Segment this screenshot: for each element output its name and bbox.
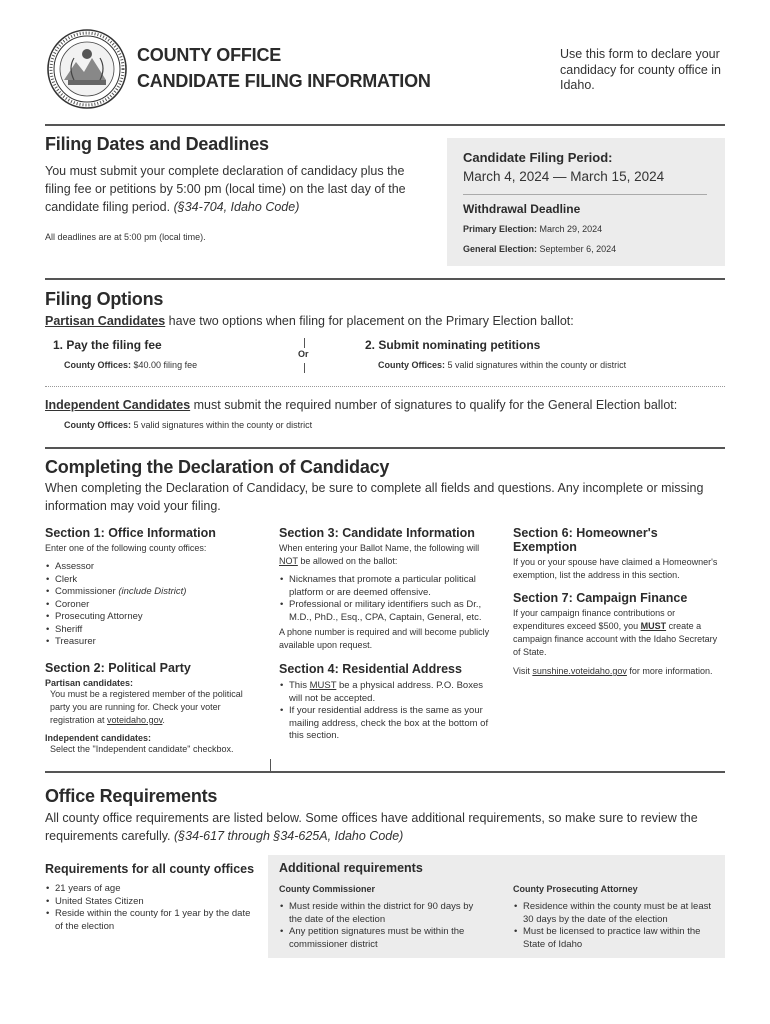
- partisan-candidates-text: [45, 688, 260, 727]
- all-offices-requirements: [45, 862, 260, 933]
- prosecuting-title: County Prosecuting Attorney: [513, 884, 638, 894]
- section-3-not: NOT: [279, 556, 298, 566]
- option-2-label: County Offices:: [378, 360, 446, 370]
- section-4-title: Section 4: Residential Address: [279, 662, 462, 676]
- page-title: [137, 42, 431, 94]
- section-2-title: Section 2: Political Party: [45, 660, 191, 675]
- section-1-title: Section 1: Office Information: [45, 526, 216, 540]
- section-7-title: Section 7: Campaign Finance: [513, 591, 688, 605]
- additional-requirements-box: [268, 855, 725, 958]
- filing-period-box: [447, 138, 725, 266]
- office-requirements-text: All county office requirements are listed below. Some offices have additional requirements, so make sure to review the requirements carefully.: [45, 811, 698, 843]
- primary-value: March 29, 2024: [539, 224, 603, 234]
- list-item: • Residence within the county must be at least 30 days by the date of the election: [513, 901, 713, 926]
- section-3-intro: [279, 542, 494, 568]
- period-label: Candidate Filing Period:: [463, 150, 613, 165]
- divider: [45, 447, 725, 449]
- phone-note: A phone number is required and will become publicly available upon request.: [279, 627, 490, 650]
- withdrawal-label: Withdrawal Deadline: [463, 202, 581, 216]
- deadline-note: All deadlines are at 5:00 pm (local time).: [45, 232, 206, 242]
- section-1-intro: Enter one of the following county offices:: [45, 543, 207, 553]
- commissioner-item: Commissioner: [55, 586, 116, 597]
- commissioner-title: County Commissioner: [279, 884, 376, 894]
- filing-dates-text: You must submit your complete declaration of candidacy plus the filing fee or petitions by 5:00 pm (local time) on the last day of the candidate filing period.: [45, 164, 406, 214]
- option-2-title: 2. Submit nominating petitions: [365, 338, 541, 352]
- section-3-title: Section 3: Candidate Information: [279, 526, 475, 540]
- office-requirements-intro: [45, 809, 725, 845]
- list-item: • Reside within the county for 1 year by the date of the election: [45, 908, 260, 933]
- independent-intro: [45, 396, 677, 414]
- list-item: • Clerk: [45, 574, 265, 587]
- declaration-intro: When completing the Declaration of Candidacy, be sure to complete all fields and questions. Any incomplete or missing information may void your filing.: [45, 481, 704, 513]
- section-7-text-b: create a campaign finance account with the Idaho Secretary of State.: [513, 621, 718, 657]
- or-line-bottom: [304, 363, 305, 373]
- or-label: Or: [298, 349, 309, 359]
- office-requirements-heading: Office Requirements: [45, 786, 218, 806]
- partisan-candidates-end: .: [162, 714, 165, 725]
- declaration-heading: Completing the Declaration of Candidacy: [45, 457, 390, 477]
- box-divider: [463, 194, 707, 195]
- additional-title: Additional requirements: [279, 861, 423, 875]
- list-item: • United States Citizen: [45, 896, 260, 909]
- independent-label: Independent Candidates: [45, 398, 191, 412]
- independent-detail: [64, 419, 312, 432]
- declaration-column-3: [513, 526, 725, 678]
- filing-options-heading: Filing Options: [45, 289, 164, 309]
- divider: [45, 278, 725, 280]
- independent-candidates-label: Independent candidates:: [45, 732, 152, 743]
- list-item: • Treasurer: [45, 636, 265, 649]
- office-requirements-citation: (§34-617 through §34-625A, Idaho Code): [174, 829, 404, 843]
- list-item: [279, 680, 494, 705]
- visit-end: for more information.: [626, 666, 713, 676]
- list-item: • Sheriff: [45, 624, 265, 637]
- residential-address-rules: [279, 680, 494, 743]
- general-label: General Election:: [463, 244, 538, 254]
- section-6-title: Section 6: Homeowner's Exemption: [513, 526, 658, 554]
- list-item: • Professional or military identifiers such as Dr., M.D., PhD., Esq., CPA, Captain, General, etc.: [279, 599, 494, 624]
- option-1-value: $40.00 filing fee: [133, 360, 198, 370]
- list-item: • If your residential address is the same as your mailing address, check the box at the bottom of this section.: [279, 705, 494, 743]
- general-deadline: [463, 243, 616, 256]
- section-7-text: [513, 607, 725, 659]
- prosecuting-list: [513, 901, 713, 951]
- header-note: Use this form to declare your candidacy for county office in Idaho.: [560, 47, 721, 92]
- visit-text: Visit: [513, 666, 533, 676]
- list-item: • Coroner: [45, 599, 265, 612]
- divider: [45, 771, 725, 773]
- partisan-intro: [45, 312, 574, 330]
- independent-text: must submit the required number of signatures to qualify for the General Election ballot:: [190, 398, 678, 412]
- divider: [45, 124, 725, 126]
- section-7-must: MUST: [640, 621, 667, 631]
- commissioner-note: (include District): [118, 586, 187, 597]
- voteidaho-link[interactable]: voteidaho.gov: [107, 714, 163, 725]
- option-1-detail: [64, 359, 197, 372]
- partisan-candidates-label: Partisan candidates:: [45, 677, 134, 688]
- title-line-1: COUNTY OFFICE: [137, 45, 282, 65]
- independent-candidates-text: Select the "Independent candidate" checkbox.: [50, 743, 234, 754]
- column-tick: [270, 759, 271, 771]
- all-offices-title: Requirements for all county offices: [45, 862, 255, 876]
- list-item: • Must be licensed to practice law within the State of Idaho: [513, 926, 713, 951]
- ballot-name-rules: [279, 574, 494, 624]
- option-1-title: 1. Pay the filing fee: [53, 338, 162, 352]
- section-7-visit: [513, 665, 725, 678]
- partisan-text: have two options when filing for placement on the Primary Election ballot:: [165, 314, 574, 328]
- filing-dates-heading: Filing Dates and Deadlines: [45, 134, 269, 154]
- independent-detail-label: County Offices:: [64, 420, 132, 430]
- commissioner-list: [279, 901, 479, 951]
- list-item: • 21 years of age: [45, 883, 260, 896]
- list-item: • Nicknames that promote a particular political platform or are deemed offensive.: [279, 574, 494, 599]
- option-2-detail: [378, 359, 626, 372]
- all-offices-list: [45, 883, 260, 933]
- partisan-label: Partisan Candidates: [45, 314, 166, 328]
- address-rule-b: be a physical address. P.O. Boxes will not be accepted.: [289, 680, 483, 704]
- primary-label: Primary Election:: [463, 224, 538, 234]
- list-item: • Any petition signatures must be within the commissioner district: [279, 926, 479, 951]
- section-6-text: If you or your spouse have claimed a Homeowner's exemption, list the address in this section.: [513, 557, 718, 580]
- list-item: [45, 586, 265, 599]
- partisan-candidates-body: You must be a registered member of the political party you are running for. Check your voter registration at: [50, 688, 243, 725]
- address-rule-a: This: [289, 680, 310, 691]
- dotted-divider: [45, 386, 725, 387]
- address-must: MUST: [309, 680, 337, 691]
- primary-deadline: [463, 223, 602, 236]
- list-item: • Assessor: [45, 561, 265, 574]
- independent-detail-value: 5 valid signatures within the county or district: [133, 420, 313, 430]
- filing-dates-body: [45, 162, 430, 216]
- list-item: • Must reside within the district for 90 days by the date of the election: [279, 901, 479, 926]
- section-3-intro-b: be allowed on the ballot:: [297, 556, 398, 566]
- declaration-column-1: [45, 526, 265, 756]
- declaration-column-2: [279, 526, 494, 743]
- section-7-text-a: If your campaign finance contributions or expenditures exceed $500, you: [513, 608, 676, 631]
- sunshine-link[interactable]: sunshine.voteidaho.gov: [532, 666, 627, 676]
- option-1-label: County Offices:: [64, 360, 132, 370]
- or-line-top: [304, 338, 305, 348]
- section-3-intro-a: When entering your Ballot Name, the following will: [279, 543, 480, 553]
- general-value: September 6, 2024: [539, 244, 617, 254]
- option-2-value: 5 valid signatures within the county or district: [447, 360, 627, 370]
- title-line-2: CANDIDATE FILING INFORMATION: [137, 71, 431, 91]
- period-value: March 4, 2024 — March 15, 2024: [463, 169, 665, 184]
- state-seal-logo: [46, 28, 128, 110]
- filing-dates-citation: (§34-704, Idaho Code): [173, 200, 300, 214]
- list-item: • Prosecuting Attorney: [45, 611, 265, 624]
- county-office-list: [45, 561, 265, 649]
